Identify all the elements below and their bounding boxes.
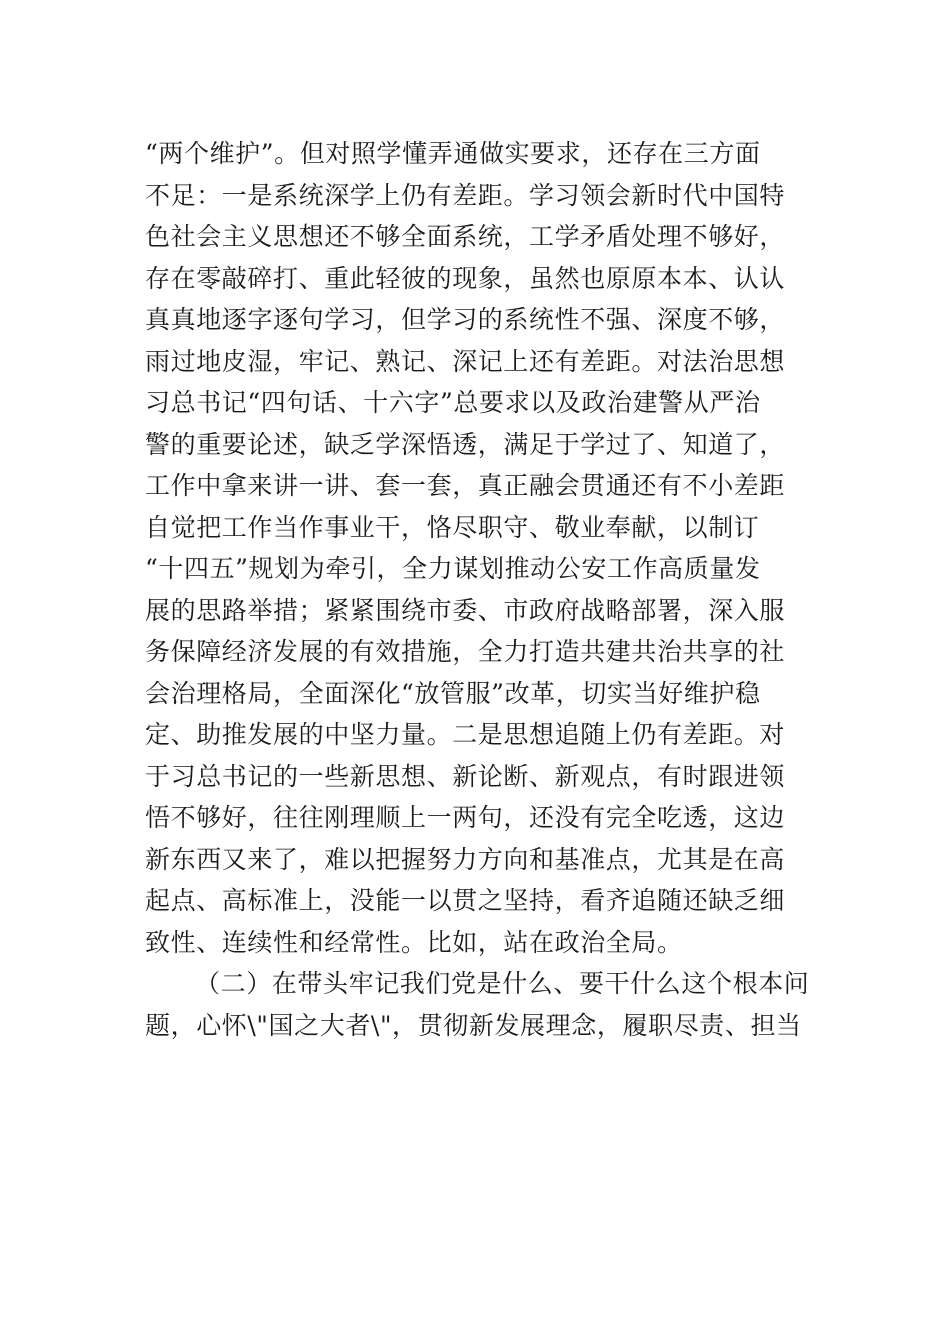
text-line: 自觉把工作当作事业干，恪尽职守、敬业奉献，以制订: [145, 512, 760, 542]
text-line: 真真地逐字逐句学习，但学习的系统性不强、深度不够，: [145, 305, 786, 334]
text-line: 会治理格局，全面深化“放管服”改革，切实当好维护稳: [145, 678, 761, 708]
text-line: 警的重要论述，缺乏学深悟透，满足于学过了、知道了，: [145, 429, 786, 459]
text-line: 工作中拿来讲一讲、套一套，真正融会贯通还有不小差距: [145, 471, 786, 500]
text-line: 存在零敲碎打、重此轻彼的现象，虽然也原原本本、认认: [145, 263, 786, 293]
text-line: “两个维护”。但对照学懂弄通做实要求，还存在三方面: [145, 139, 761, 168]
text-line: 悟不够好，往往刚理顺上一两句，还没有完全吃透，这边: [145, 803, 786, 832]
text-line: 新东西又来了，难以把握努力方向和基准点，尤其是在高: [145, 844, 786, 874]
text-line: 定、助推发展的中坚力量。二是思想追随上仍有差距。对: [145, 720, 786, 749]
text-line: “十四五”规划为牵引，全力谋划推动公安工作高质量发: [145, 554, 761, 583]
text-line: 色社会主义思想还不够全面系统，工学矛盾处理不够好，: [145, 222, 786, 251]
body-text: [145, 133, 815, 1046]
text-line: 展的思路举措；紧紧围绕市委、市政府战略部署，深入服: [145, 595, 786, 625]
section-heading-line: （二）在带头牢记我们党是什么、要干什么这个根本问: [195, 969, 810, 998]
text-line: 于习总书记的一些新思想、新论断、新观点，有时跟进领: [145, 761, 786, 791]
text-line: 习总书记“四句话、十六字”总要求以及政治建警从严治: [145, 388, 761, 417]
text-line: 起点、高标准上，没能一以贯之坚持，看齐追随还缺乏细: [145, 886, 786, 915]
text-line: 题，心怀\"国之大者\"，贯彻新发展理念，履职尽责、担当: [145, 1010, 802, 1040]
text-line: 务保障经济发展的有效措施，全力打造共建共治共享的社: [145, 637, 786, 666]
text-line: 雨过地皮湿，牢记、熟记、深记上还有差距。对法治思想: [145, 346, 786, 376]
text-line: 不足：一是系统深学上仍有差距。学习领会新时代中国特: [145, 180, 786, 210]
text-line: 致性、连续性和经常性。比如，站在政治全局。: [145, 927, 683, 957]
